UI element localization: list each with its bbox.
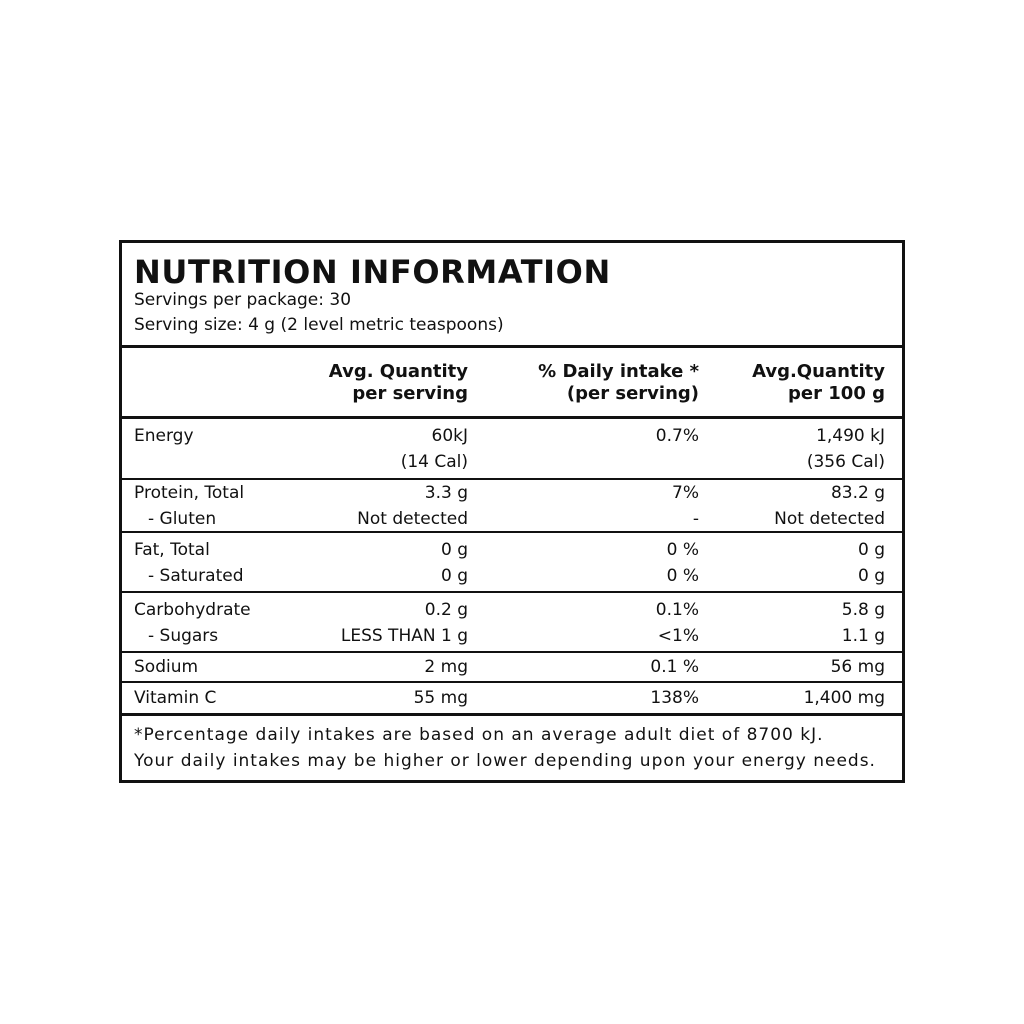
- value-per-serving: 0.2 g: [424, 600, 468, 620]
- row-label: Sodium: [134, 657, 199, 677]
- sub-value-per-100g: 1.1 g: [841, 626, 885, 646]
- row-protein: [122, 476, 902, 533]
- column-header-line: per 100 g: [788, 383, 885, 404]
- row-vitamin-c: [122, 683, 902, 716]
- row-label: Energy: [134, 426, 194, 446]
- footnote-line-2: Your daily intakes may be higher or lower depending upon your energy needs.: [134, 751, 876, 771]
- column-header-per-serving: [329, 361, 468, 405]
- panel-header: [122, 243, 902, 348]
- row-label: Fat, Total: [134, 540, 210, 560]
- row-carbohydrate: [122, 593, 902, 653]
- value-per-serving: 55 mg: [413, 688, 468, 708]
- column-header-line: % Daily intake *: [538, 361, 699, 382]
- servings-per-package: Servings per package: 30: [134, 290, 352, 310]
- sub-value-daily-intake: 0 %: [666, 566, 699, 586]
- value-per-100g: 83.2 g: [830, 483, 885, 503]
- value-daily-intake: 0 %: [666, 540, 699, 560]
- sub-value-daily-intake: <1%: [657, 626, 699, 646]
- sub-value-per-serving: Not detected: [357, 509, 468, 529]
- value-per-100g: 1,490 kJ: [816, 426, 885, 446]
- value-daily-intake: 7%: [672, 483, 699, 503]
- sub-value-per-100g: Not detected: [774, 509, 885, 529]
- value-per-serving: 0 g: [440, 540, 468, 560]
- value-per-serving-cal: (14 Cal): [400, 452, 468, 472]
- value-per-100g-cal: (356 Cal): [806, 452, 885, 472]
- row-label: Vitamin C: [134, 688, 217, 708]
- serving-size: Serving size: 4 g (2 level metric teaspoons): [134, 315, 504, 335]
- panel-title: NUTRITION INFORMATION: [134, 253, 611, 291]
- row-sodium: [122, 653, 902, 683]
- sub-row-label: - Gluten: [148, 509, 217, 529]
- sub-value-per-serving: 0 g: [440, 566, 468, 586]
- sub-row-label: - Saturated: [148, 566, 244, 586]
- column-header-daily-intake: [538, 361, 699, 405]
- sub-value-per-serving: LESS THAN 1 g: [340, 626, 468, 646]
- value-daily-intake: 0.1 %: [650, 657, 699, 677]
- value-per-100g: 5.8 g: [841, 600, 885, 620]
- value-per-100g: 0 g: [857, 540, 885, 560]
- value-per-100g: 56 mg: [830, 657, 885, 677]
- column-header-line: Avg.Quantity: [752, 361, 885, 382]
- nutrition-panel: [119, 240, 905, 783]
- row-label: Carbohydrate: [134, 600, 251, 620]
- column-headers: [122, 348, 902, 419]
- column-header-line: per serving: [352, 383, 468, 404]
- sub-row-label: - Sugars: [148, 626, 219, 646]
- sub-value-daily-intake: -: [692, 509, 699, 529]
- value-per-serving: 60kJ: [431, 426, 468, 446]
- value-daily-intake: 138%: [650, 688, 699, 708]
- row-fat: [122, 533, 902, 593]
- value-per-100g: 1,400 mg: [803, 688, 885, 708]
- value-per-serving: 3.3 g: [424, 483, 468, 503]
- value-daily-intake: 0.7%: [655, 426, 699, 446]
- column-header-line: (per serving): [566, 383, 699, 404]
- value-per-serving: 2 mg: [424, 657, 468, 677]
- footnote-line-1: *Percentage daily intakes are based on an average adult diet of 8700 kJ.: [134, 725, 824, 745]
- row-energy: [122, 419, 902, 480]
- row-label: Protein, Total: [134, 483, 245, 503]
- column-header-line: Avg. Quantity: [328, 361, 468, 382]
- column-header-per-100g: [752, 361, 885, 405]
- value-daily-intake: 0.1%: [655, 600, 699, 620]
- sub-value-per-100g: 0 g: [857, 566, 885, 586]
